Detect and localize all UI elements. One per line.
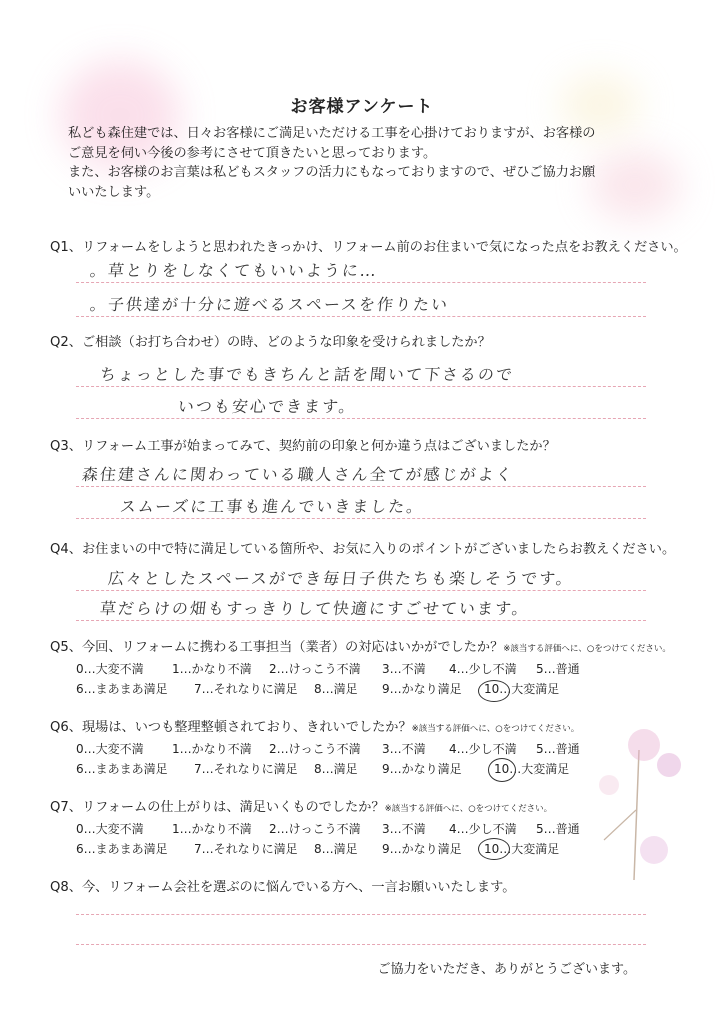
question-1: Q1、リフォームをしようと思われたきっかけ、リフォーム前のお住まいで気になった点をお教えください。 xyxy=(50,240,687,255)
rating-option-2[interactable]: 2…けっこう不満 xyxy=(269,662,361,676)
rating-option-1[interactable]: 1…かなり不満 xyxy=(172,742,252,756)
question-6-text: Q6、現場は、いつも整理整頓されており、きれいでしたか？ xyxy=(50,720,412,735)
question-2: Q2、ご相談（お打ち合わせ）の時、どのような印象を受けられましたか？ xyxy=(50,335,491,350)
rating-option-3[interactable]: 3…不満 xyxy=(382,662,426,676)
question-4: Q4、お住まいの中で特に満足している箇所や、お気に入りのポイントがございましたらお教えください。 xyxy=(50,542,676,557)
question-5-text: Q5、今回、リフォームに携わる工事担当（業者）の対応はいかがでしたか？ xyxy=(50,640,504,655)
rating-option-6[interactable]: 6…まあまあ満足 xyxy=(76,842,168,856)
selected-rating-circle xyxy=(488,758,516,782)
rating-scale-q5 xyxy=(76,660,656,700)
rating-option-4[interactable]: 4…少し不満 xyxy=(449,662,517,676)
selected-rating-circle xyxy=(478,838,510,860)
rating-option-5[interactable]: 5…普通 xyxy=(536,822,580,836)
rating-option-10[interactable]: 10…大変満足 xyxy=(494,762,570,776)
question-3: Q3、リフォーム工事が始まってみて、契約前の印象と何か違う点はございましたか？ xyxy=(50,439,556,454)
rating-scale-q6 xyxy=(76,740,656,780)
answer-2-line-1: ちょっとした事でもきちんと話を聞いて下さるので xyxy=(98,365,515,384)
answer-1-line-1: 。草とりをしなくてもいいように… xyxy=(88,261,379,280)
answer-3-line-1: 森住建さんに関わっている職人さん全てが感じがよく xyxy=(80,465,515,484)
rating-option-10[interactable]: 10…大変満足 xyxy=(484,682,560,696)
answer-rule xyxy=(76,386,646,387)
answer-3-line-2: スムーズに工事も進んでいきました。 xyxy=(118,497,426,516)
rating-option-7[interactable]: 7…それなりに満足 xyxy=(194,842,298,856)
intro-line: ご意見を伺い今後の参考にさせて頂きたいと思っております。 xyxy=(68,145,437,161)
rating-option-5[interactable]: 5…普通 xyxy=(536,742,580,756)
answer-rule xyxy=(76,316,646,317)
rating-option-3[interactable]: 3…不満 xyxy=(382,822,426,836)
answer-1-line-2: 。子供達が十分に遊べるスペースを作りたい xyxy=(88,295,451,314)
rating-option-0[interactable]: 0…大変不満 xyxy=(76,822,144,836)
rating-option-2[interactable]: 2…けっこう不満 xyxy=(269,822,361,836)
answer-rule xyxy=(76,486,646,487)
answer-rule xyxy=(76,620,646,621)
question-5 xyxy=(50,636,671,655)
answer-rule xyxy=(76,418,646,419)
intro-line: 私ども森住建では、日々お客様にご満足いただける工事を心掛けておりますが、お客様の xyxy=(68,126,596,141)
answer-rule xyxy=(76,914,646,915)
rating-option-6[interactable]: 6…まあまあ満足 xyxy=(76,682,168,696)
rating-option-8[interactable]: 8…満足 xyxy=(314,682,358,696)
rating-option-5[interactable]: 5…普通 xyxy=(536,662,580,676)
question-8: Q8、今、リフォーム会社を選ぶのに悩んでいる方へ、一言お願いいたします。 xyxy=(50,880,516,895)
intro-text xyxy=(68,124,668,202)
question-6-note: ※該当する評価へに、○をつけてください。 xyxy=(411,724,580,734)
thank-you-text: ご協力をいただき、ありがとうございます。 xyxy=(377,962,636,977)
rating-option-6[interactable]: 6…まあまあ満足 xyxy=(76,762,168,776)
rating-option-8[interactable]: 8…満足 xyxy=(314,762,358,776)
flower-decoration-icon xyxy=(584,710,694,890)
answer-2-line-2: いつも安心できます。 xyxy=(176,397,358,416)
answer-rule xyxy=(76,282,646,283)
page-title: お客様アンケート xyxy=(290,97,434,117)
answer-4-line-2: 草だらけの畑もすっきりして快適にすごせています。 xyxy=(98,599,531,618)
question-7-text: Q7、リフォームの仕上がりは、満足いくものでしたか？ xyxy=(50,800,385,815)
rating-option-1[interactable]: 1…かなり不満 xyxy=(172,662,252,676)
question-7-note: ※該当する評価へに、○をつけてください。 xyxy=(384,804,553,814)
rating-option-9[interactable]: 9…かなり満足 xyxy=(382,762,462,776)
rating-option-4[interactable]: 4…少し不満 xyxy=(449,822,517,836)
selected-rating-circle xyxy=(478,680,510,702)
intro-line: いいたします。 xyxy=(68,184,160,200)
question-5-note: ※該当する評価へに、○をつけてください。 xyxy=(503,644,671,654)
rating-option-8[interactable]: 8…満足 xyxy=(314,842,358,856)
rating-option-1[interactable]: 1…かなり不満 xyxy=(172,822,252,836)
question-7 xyxy=(50,796,552,815)
rating-option-9[interactable]: 9…かなり満足 xyxy=(382,682,462,696)
question-6 xyxy=(50,716,579,735)
rating-option-4[interactable]: 4…少し不満 xyxy=(449,742,517,756)
rating-option-7[interactable]: 7…それなりに満足 xyxy=(194,682,298,696)
answer-rule xyxy=(76,944,646,945)
answer-rule xyxy=(76,590,646,591)
rating-option-9[interactable]: 9…かなり満足 xyxy=(382,842,462,856)
rating-option-10[interactable]: 10…大変満足 xyxy=(484,842,560,856)
rating-scale-q7 xyxy=(76,820,656,860)
rating-option-3[interactable]: 3…不満 xyxy=(382,742,426,756)
intro-line: また、お客様のお言葉は私どもスタッフの活力にもなっておりますので、ぜひご協力お願 xyxy=(68,165,596,180)
rating-option-0[interactable]: 0…大変不満 xyxy=(76,662,144,676)
rating-option-2[interactable]: 2…けっこう不満 xyxy=(269,742,361,756)
rating-option-0[interactable]: 0…大変不満 xyxy=(76,742,144,756)
answer-4-line-1: 広々としたスペースができ毎日子供たちも楽しそうです。 xyxy=(106,569,575,588)
rating-option-7[interactable]: 7…それなりに満足 xyxy=(194,762,298,776)
answer-rule xyxy=(76,518,646,519)
